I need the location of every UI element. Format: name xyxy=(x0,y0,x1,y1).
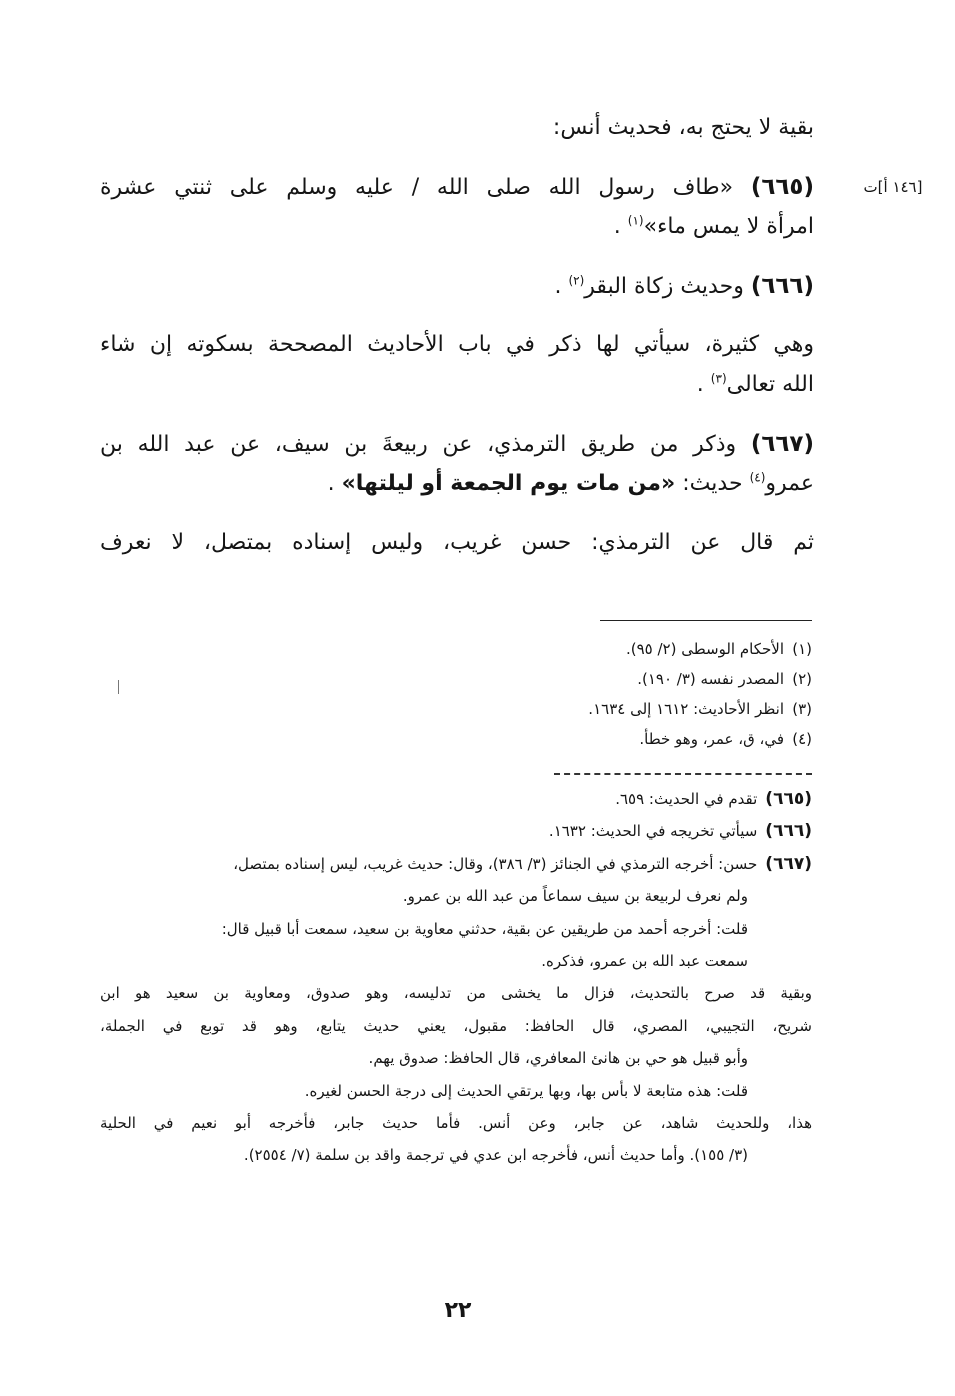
footnote-ref: (١) xyxy=(627,213,644,228)
hadith-number: (٦٦٦) xyxy=(750,273,814,299)
footnote-separator xyxy=(600,620,812,621)
note-text: سيأتي تخريجه في الحديث: ١٦٣٢. xyxy=(548,822,758,841)
footnote-number: (٣) xyxy=(792,700,812,718)
main-text xyxy=(100,108,814,563)
hadith-667-text: وذكر من طريق الترمذي، عن ربيعةَ بن سيف، عن عبد الله بن xyxy=(100,432,737,457)
footnote-text: في، ق، عمر، وهو خطأ. xyxy=(639,730,784,748)
note-667-line-8: قلت: هذه متابعة لا بأس بها، وبها يرتقي الحديث إلى درجة الحسن لغيره. xyxy=(304,1081,748,1100)
note-number: (٦٦٦) xyxy=(765,821,812,842)
note-667-line-7: وأبو قبيل هو حي بن هانئ المعافري، قال الحافظ: صدوق يهم. xyxy=(368,1049,748,1068)
note-number: (٦٦٥) xyxy=(765,789,812,809)
manuscript-folio-note: [١٤٦ أ]ت xyxy=(863,178,923,196)
hadith-667-line-1 xyxy=(100,424,814,464)
note-667-line-6: شريح، التجيبي، المصري، قال الحافظ: مقبول، يعني حديث يتابع، وهو قد توبع في الجملة، xyxy=(100,1016,812,1035)
scan-mark xyxy=(118,680,119,694)
footnote-text: المصدر نفسه (٣/ ١٩٠). xyxy=(637,670,784,688)
hadith-665-line-2 xyxy=(100,207,814,247)
paragraph-line-2 xyxy=(100,365,814,405)
hadith-number: (٦٦٧) xyxy=(750,431,814,457)
footnote-number: (١) xyxy=(792,640,812,658)
main-line-last: ثم قال عن الترمذي: حسن غريب، وليس إسناده بمتصل، لا نعرف xyxy=(100,530,814,555)
hadith-666-line xyxy=(100,266,814,306)
note-667-line-1 xyxy=(100,848,812,880)
period: . xyxy=(613,214,621,239)
notes-separator xyxy=(554,773,812,775)
note-text: حسن: أخرجه الترمذي في الجنائز (٣/ ٣٨٦)، وقال: حديث غريب، ليس إسناده بمتصل، xyxy=(233,854,758,873)
footnote-ref: (٣) xyxy=(710,371,727,386)
period: . xyxy=(327,471,335,496)
hadith-667-line-2 xyxy=(100,464,814,504)
takhrij-notes xyxy=(100,783,812,1172)
period: . xyxy=(696,372,704,397)
footnote-item xyxy=(300,724,812,754)
hadith-number: (٦٦٥) xyxy=(750,174,814,200)
paragraph-line-1: وهي كثيرة، سيأتي لها ذكر في باب الأحاديث المصححة بسكوته إن شاء xyxy=(100,332,814,357)
footnote-item xyxy=(300,664,812,694)
hadith-quote: «من مات يوم الجمعة أو ليلتها» xyxy=(341,471,676,496)
hadith-666-text: وحديث زكاة البقر xyxy=(584,274,744,299)
note-text: تقدم في الحديث: ٦٥٩. xyxy=(615,790,758,808)
note-number: (٦٦٧) xyxy=(765,853,812,874)
note-667-line-5: وبقية قد صرح بالتحديث، فزال ما يخشى من تدليسه، وهو صدوق، ومعاوية بن سعيد هو ابن xyxy=(100,984,812,1003)
note-667-line-9: هذا، وللحديث شاهد، عن جابر، وعن أنس. فأما حديث جابر، فأخرجه أبو نعيم في الحلية xyxy=(100,1113,812,1132)
main-line-intro: بقية لا يحتج به، فحديث أنس: xyxy=(552,115,814,140)
footnote-ref: (٢) xyxy=(568,273,585,288)
hadith-665-text: «طاف رسول الله صلى الله / عليه وسلم على ثنتي عشرة xyxy=(100,175,734,200)
note-667-line-4: سمعت عبد الله بن عمرو، فذكره. xyxy=(541,951,748,970)
footnote-item xyxy=(300,694,812,724)
note-665 xyxy=(100,783,812,815)
footnote-text: انظر الأحاديث: ١٦١٢ إلى ١٦٣٤. xyxy=(588,700,784,718)
footnote-text: الأحكام الوسطى (٢/ ٩٥). xyxy=(625,640,784,658)
footnote-ref: (٤) xyxy=(749,470,766,485)
hadith-665-line-1 xyxy=(100,167,814,207)
note-667-line-2: ولم نعرف لربيعة بن سيف سماعاً من عبد الله بن عمرو. xyxy=(402,887,748,906)
footnote-number: (٢) xyxy=(792,670,812,688)
footnote-number: (٤) xyxy=(792,730,812,748)
hadith-667-text: عمرو xyxy=(765,471,814,496)
note-667-line-10: (٣/ ١٥٥). وأما حديث أنس، فأخرجه ابن عدي في ترجمة واقد بن سلمة (٧/ ٢٥٥٤). xyxy=(243,1146,748,1165)
period: . xyxy=(554,274,562,299)
footnotes xyxy=(300,634,812,754)
hadith-665-text-end: امرأة لا يمس ماء» xyxy=(643,214,814,239)
footnote-item xyxy=(300,634,812,664)
paragraph-text: الله تعالى xyxy=(726,372,814,397)
note-667-line-3: قلت: أخرجه أحمد من طريقين عن بقية، حدثني معاوية بن سعيد، سمعت أبا قبيل قال: xyxy=(221,919,748,938)
page-number: ٢٢ xyxy=(444,1298,472,1323)
note-666 xyxy=(100,815,812,847)
hadith-667-text: حديث: xyxy=(682,471,743,496)
